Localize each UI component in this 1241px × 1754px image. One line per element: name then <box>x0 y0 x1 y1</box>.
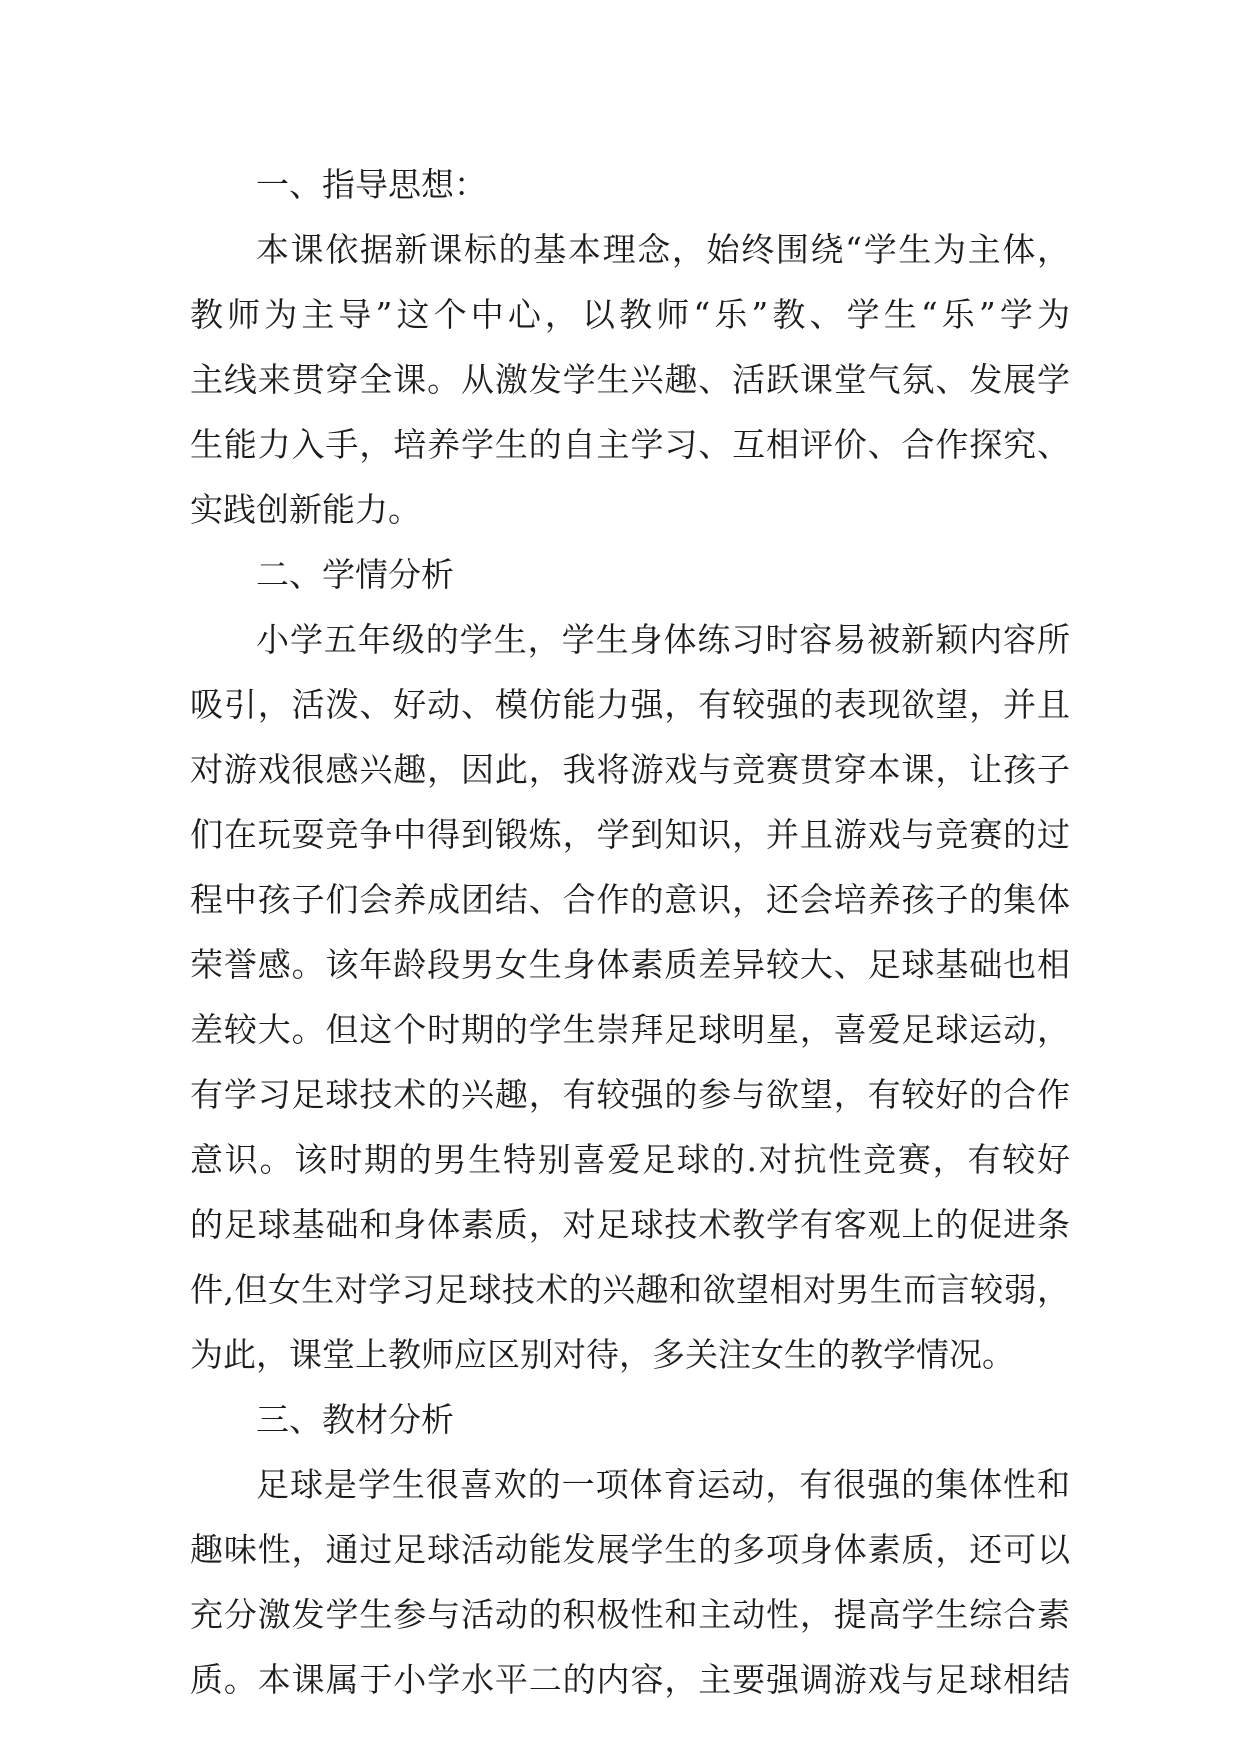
paragraph-line: 件,但女生对学习足球技术的兴趣和欲望相对男生而言较弱， <box>190 1270 1070 1309</box>
paragraph-line: 教师为主导”这个中心，以教师“乐”教、学生“乐”学为 <box>190 295 1070 334</box>
paragraph-line: 主线来贯穿全课。从激发学生兴趣、活跃课堂气氛、发展学 <box>190 360 1070 399</box>
paragraph-line: 趣味性，通过足球活动能发展学生的多项身体素质，还可以 <box>190 1530 1070 1569</box>
paragraph-line: 差较大。但这个时期的学生崇拜足球明星，喜爱足球运动， <box>190 1010 1070 1049</box>
section-heading: 二、学情分析 <box>256 555 454 594</box>
paragraph-line: 足球是学生很喜欢的一项体育运动，有很强的集体性和 <box>256 1465 1070 1504</box>
section-student-analysis <box>190 542 1070 1387</box>
paragraph-line: 意识。该时期的男生特别喜爱足球的.对抗性竞赛，有较好 <box>190 1140 1070 1179</box>
paragraph-line: 的足球基础和身体素质，对足球技术教学有客观上的促进条 <box>190 1205 1070 1244</box>
paragraph-line: 荣誉感。该年龄段男女生身体素质差异较大、足球基础也相 <box>190 945 1070 984</box>
document-page <box>190 152 1070 1712</box>
paragraph-line: 质。本课属于小学水平二的内容，主要强调游戏与足球相结 <box>190 1660 1070 1699</box>
section-heading: 三、教材分析 <box>256 1400 454 1439</box>
paragraph-line: 程中孩子们会养成团结、合作的意识，还会培养孩子的集体 <box>190 880 1070 919</box>
paragraph-line: 吸引，活泼、好动、模仿能力强，有较强的表现欲望，并且 <box>190 685 1070 724</box>
paragraph-line: 们在玩耍竞争中得到锻炼，学到知识，并且游戏与竞赛的过 <box>190 815 1070 854</box>
section-material-analysis <box>190 1387 1070 1712</box>
section-guiding-ideology <box>190 152 1070 542</box>
paragraph-line: 实践创新能力。 <box>190 490 421 529</box>
paragraph-line: 有学习足球技术的兴趣，有较强的参与欲望，有较好的合作 <box>190 1075 1070 1114</box>
section-heading: 一、指导思想： <box>256 165 487 204</box>
paragraph-line: 本课依据新课标的基本理念，始终围绕“学生为主体， <box>256 230 1070 269</box>
paragraph-line: 生能力入手，培养学生的自主学习、互相评价、合作探究、 <box>190 425 1070 464</box>
paragraph-line: 对游戏很感兴趣，因此，我将游戏与竞赛贯穿本课，让孩子 <box>190 750 1070 789</box>
paragraph-line: 充分激发学生参与活动的积极性和主动性，提高学生综合素 <box>190 1595 1070 1634</box>
paragraph-line: 为此，课堂上教师应区别对待，多关注女生的教学情况。 <box>190 1335 1015 1374</box>
paragraph-line: 小学五年级的学生，学生身体练习时容易被新颖内容所 <box>256 620 1070 659</box>
